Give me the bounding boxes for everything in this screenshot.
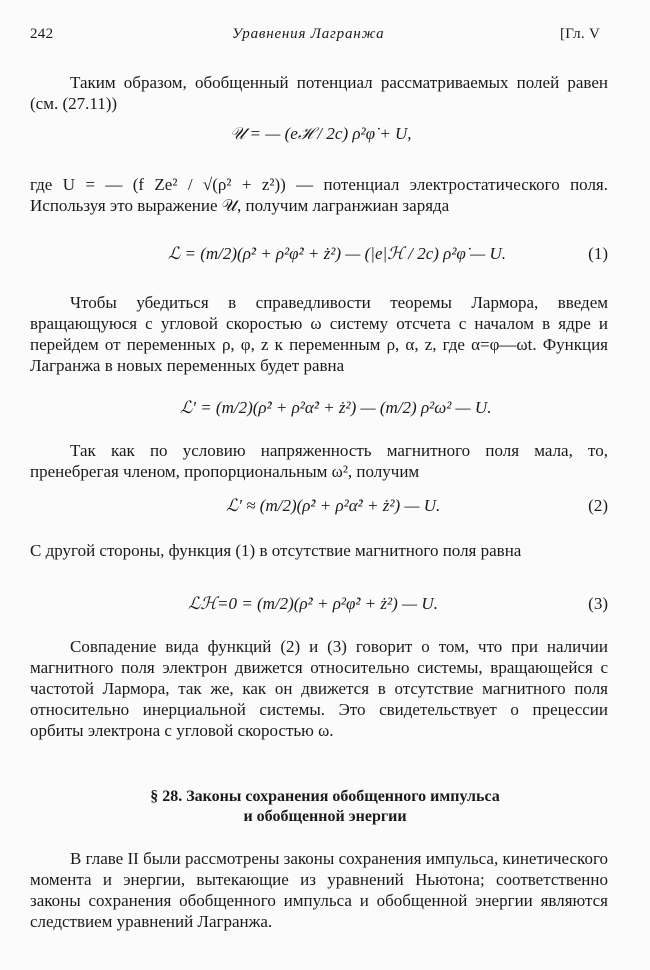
paragraph-larmor-theorem: Чтобы убедиться в справедливости теоремы Лармора, введем вращающуюся с угловой скоростью ω систему отсчета с началом в ядре и перейдем от переменных ρ, φ, z к переменным ρ, α, z, где α=φ—ωt. Функция Лагранжа в новых переменных будет равна [30, 293, 608, 375]
paragraph-conservation-laws: В главе II были рассмотрены законы сохранения импульса, кинетического момента и энергии, вытекающие из уравнений Ньютона; соответственно законы сохранения обобщенного импульса и обобщенной энергии являются следствием уравнений Лагранжа. [30, 849, 608, 931]
running-title: Уравнения Лагранжа [232, 26, 385, 42]
equation-3: ℒℋ=0 = (m/2)(ρ̇² + ρ²φ̇² + ż²) — U. [188, 594, 438, 613]
equation-generalized-potential: 𝒰 = — (eℋ / 2c) ρ²φ̇ + U, [230, 124, 412, 143]
paragraph-precession: Совпадение вида функций (2) и (3) говорит о том, что при наличии магнитного поля электрон движется относительно системы, вращающейся с частотой Лармора, так же, как он движется в отсутствие магнитного поля относительно инерциальной системы. Это свидетельствует о прецессии орбиты электрона с угловой скоростью ω. [30, 637, 608, 740]
paragraph-weak-field: Так как по условию напряженность магнитного поля мала, то, пренебрегая членом, пропорциональным ω², получим [30, 441, 608, 481]
equation-3-number: (3) [588, 594, 608, 613]
section-heading-line1: § 28. Законы сохранения обобщенного импульса [150, 788, 500, 805]
equation-1-number: (1) [588, 244, 608, 263]
paragraph-generalized-potential: Таким образом, обобщенный потенциал рассматриваемых полей равен (см. (27.11)) [30, 73, 608, 113]
equation-lagrangian-rotating: ℒ′ = (m/2)(ρ̇² + ρ²α̇² + ż²) — (m/2) ρ²ω² — U. [180, 398, 492, 417]
equation-2: ℒ′ ≈ (m/2)(ρ̇² + ρ²α̇² + ż²) — U. [226, 496, 441, 515]
paragraph-no-field: С другой стороны, функция (1) в отсутствие магнитного поля равна [30, 541, 522, 560]
page-number: 242 [30, 26, 54, 42]
equation-1: ℒ = (m/2)(ρ̇² + ρ²φ̇² + ż²) — (|e|ℋ / 2c) ρ²φ̇ — U. [168, 244, 506, 263]
section-heading-line2: и обобщенной энергии [243, 808, 407, 825]
paragraph-electrostatic-potential: где U = — (f Ze² / √(ρ² + z²)) — потенциал электростатического поля. Используя это выражение 𝒰, получим лагранжиан заряда [30, 175, 608, 215]
chapter-label: [Гл. V [560, 26, 601, 42]
equation-2-number: (2) [588, 496, 608, 515]
